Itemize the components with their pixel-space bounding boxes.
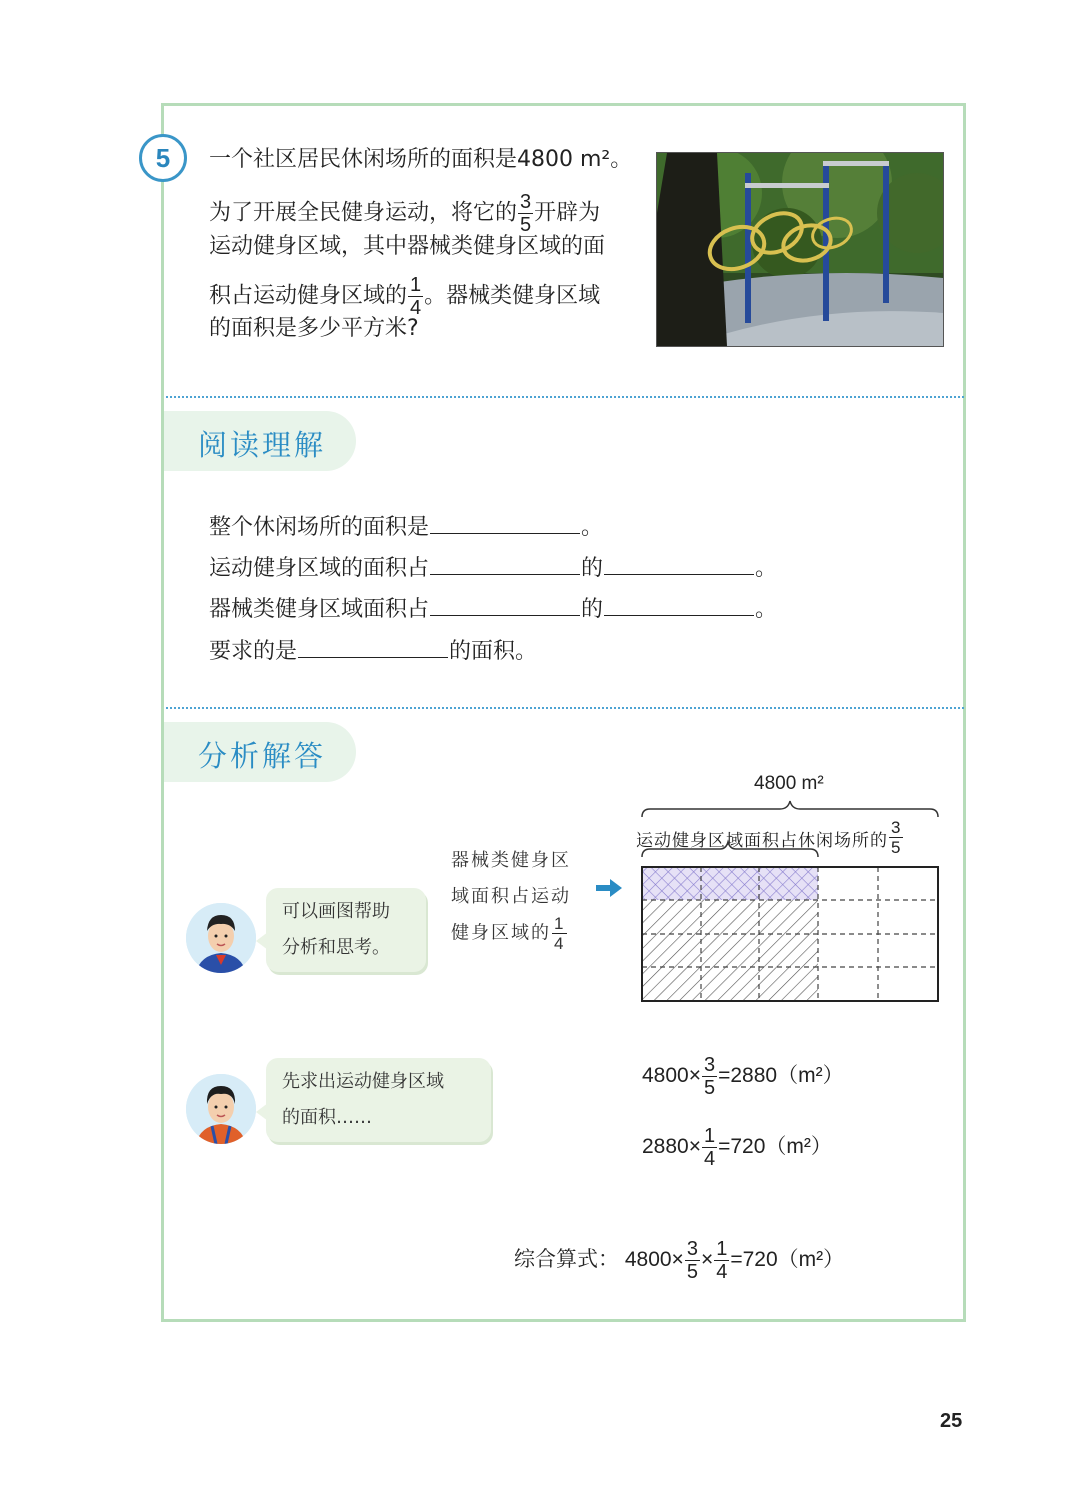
fraction-denominator: 4 <box>410 297 422 319</box>
fraction-numerator: 3 <box>686 1238 698 1260</box>
calc-combined <box>514 1239 844 1282</box>
calc-combined-a: 4800× <box>624 1248 684 1272</box>
reading-line-4-end: 的面积。 <box>449 639 538 664</box>
fraction-denominator: 5 <box>520 214 532 236</box>
calc-step-1-b: =2880（m²） <box>718 1064 844 1088</box>
problem-line-3: 运动健身区域，其中器械类健身区域的面 <box>209 234 606 259</box>
diagram-note-line-1: 器械类健身区 <box>451 850 571 871</box>
fraction-denominator: 5 <box>891 837 902 857</box>
fraction-numerator: 3 <box>703 1054 716 1076</box>
fraction-one-quarter <box>408 275 423 318</box>
fraction-numerator: 1 <box>703 1125 716 1147</box>
reading-line-2-end: 。 <box>755 556 778 581</box>
problem-line-4 <box>209 274 601 319</box>
fraction-denominator: 5 <box>703 1077 716 1099</box>
fraction-numerator: 3 <box>891 817 902 837</box>
fraction-one-quarter <box>714 1239 729 1282</box>
analysis-section-tab <box>164 722 356 782</box>
reading-line-3-text: 器械类健身区域面积占 <box>209 597 430 622</box>
answer-blank[interactable] <box>430 513 580 534</box>
reading-line-4 <box>209 637 537 665</box>
calc-step-2-a: 2880× <box>642 1135 701 1159</box>
speech-bubble-1-line-1: 可以画图帮助 <box>282 901 390 922</box>
reading-line-1-text: 整个休闲场所的面积是 <box>209 515 430 540</box>
fraction-numerator: 1 <box>554 914 566 933</box>
reading-line-3 <box>209 595 777 623</box>
speech-bubble-2 <box>266 1058 491 1142</box>
reading-line-3-end: 。 <box>755 597 778 622</box>
fraction-one-quarter <box>702 1126 717 1169</box>
fraction-three-fifths <box>685 1239 700 1282</box>
calc-combined-mid: × <box>700 1248 714 1272</box>
calc-step-2-b: =720（m²） <box>718 1135 832 1159</box>
reading-section-tab <box>164 411 356 471</box>
fraction-numerator: 3 <box>520 191 532 213</box>
speech-bubble-2-line-2: 的面积…… <box>282 1107 372 1128</box>
answer-blank[interactable] <box>604 595 754 616</box>
section-divider <box>166 396 964 398</box>
boy-avatar <box>186 903 256 973</box>
page-number: 25 <box>940 1410 963 1432</box>
reading-line-2-mid: 的 <box>581 556 604 581</box>
calc-step-1-a: 4800× <box>642 1064 701 1088</box>
problem-line-2-text-b: 开辟为 <box>534 200 601 226</box>
diagram-note-line-2: 域面积占运动 <box>451 886 571 907</box>
analysis-section-title: 分析解答 <box>198 739 327 773</box>
diagram-note-line-3 <box>451 915 591 952</box>
calc-step-1 <box>642 1055 844 1098</box>
problem-line-4-text-b: 。器械类健身区域 <box>424 283 601 309</box>
reading-line-2-text: 运动健身区域的面积占 <box>209 556 430 581</box>
boy-avatar <box>186 1074 256 1144</box>
diagram-brace-label-text: 运动健身区域面积占休闲场所的 <box>636 831 888 851</box>
fraction-one-quarter <box>552 915 567 952</box>
reading-section-title: 阅读理解 <box>198 428 327 462</box>
fitness-equipment-photo <box>656 152 944 347</box>
answer-blank[interactable] <box>430 595 580 616</box>
problem-line-5: 的面积是多少平方米? <box>209 316 419 341</box>
fraction-numerator: 1 <box>410 274 422 296</box>
calc-combined-b: =720（m²） <box>730 1248 845 1272</box>
fraction-denominator: 4 <box>554 934 566 953</box>
arrow-right-icon <box>594 876 624 904</box>
diagram-note-line-3-text: 健身区域的 <box>451 922 551 944</box>
reading-line-4-text: 要求的是 <box>209 639 298 664</box>
answer-blank[interactable] <box>604 554 754 575</box>
reading-line-1 <box>209 513 603 541</box>
section-divider <box>166 707 964 709</box>
problem-line-2 <box>209 191 601 236</box>
fraction-three-fifths <box>518 192 533 235</box>
answer-blank[interactable] <box>430 554 580 575</box>
fraction-denominator: 5 <box>686 1261 698 1283</box>
diagram-total-label: 4800 m² <box>754 773 824 794</box>
fraction-denominator: 4 <box>716 1261 728 1283</box>
calc-combined-label: 综合算式： <box>514 1247 619 1272</box>
speech-bubble-2-line-1: 先求出运动健身区域 <box>282 1071 444 1092</box>
reading-line-1-end: 。 <box>581 515 604 540</box>
reading-line-3-mid: 的 <box>581 597 604 622</box>
speech-bubble-1 <box>266 888 426 972</box>
problem-line-2-text-a: 为了开展全民健身运动，将它的 <box>209 200 518 226</box>
fraction-numerator: 1 <box>716 1238 728 1260</box>
answer-blank[interactable] <box>298 637 448 658</box>
problem-line-4-text-a: 积占运动健身区域的 <box>209 283 408 309</box>
problem-number-badge: 5 <box>139 134 187 182</box>
calc-step-2 <box>642 1126 832 1169</box>
area-diagram <box>630 795 950 1010</box>
problem-line-1: 一个社区居民休闲场所的面积是4800 m²。 <box>209 147 633 172</box>
reading-line-2 <box>209 554 777 582</box>
speech-bubble-1-line-2: 分析和思考。 <box>282 937 390 958</box>
diagram-note <box>451 843 591 952</box>
fraction-denominator: 4 <box>703 1148 716 1170</box>
fraction-three-fifths <box>702 1055 717 1098</box>
